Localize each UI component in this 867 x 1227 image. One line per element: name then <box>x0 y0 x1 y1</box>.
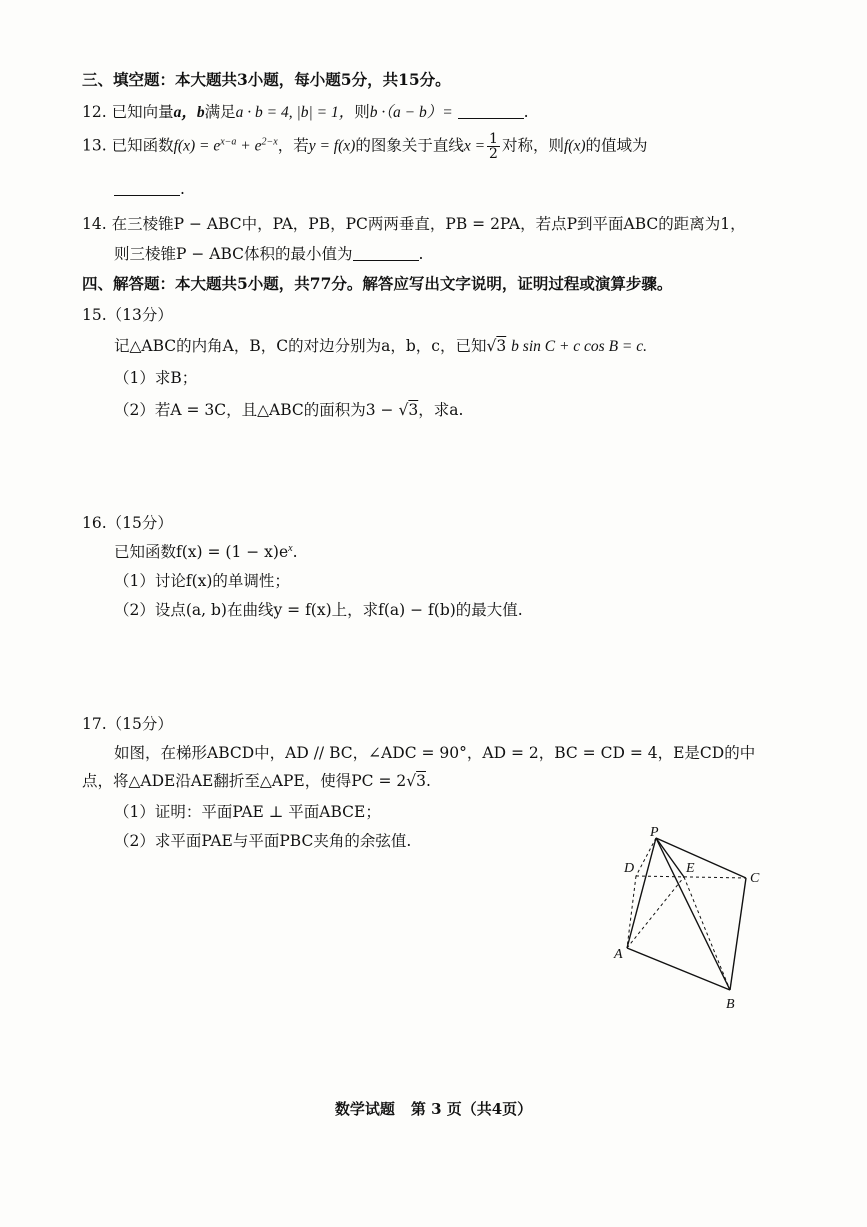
question-17-part-2: （2）求平面PAE与平面PBC夹角的余弦值. <box>114 832 412 850</box>
question-16-header: 16.（15分） <box>82 514 173 532</box>
condition-expression: a · b = 4, |b| = 1， <box>235 104 355 121</box>
question-16-stem <box>114 540 298 562</box>
punctuation: . <box>418 245 424 263</box>
question-16-part-2: （2）设点(a, b)在曲线y = f(x)上，求f(a) − f(b)的最大值. <box>114 601 523 619</box>
question-number: 13. <box>82 136 107 155</box>
footer-subject: 数学试题 <box>334 1100 395 1118</box>
question-text: 则三棱锥P − ABC体积的最小值为 <box>114 245 353 263</box>
function-name: f(x) <box>563 137 586 155</box>
fraction-one-half: $\frac{1}{2}$ <box>489 131 498 162</box>
question-text: 记△ABC的内角A，B，C的对边分别为a，b，c，已知 <box>114 337 487 355</box>
answer-blank[interactable] <box>353 260 419 261</box>
question-text: 已知函数f(x) = (1 − x)e <box>114 543 289 561</box>
answer-blank[interactable] <box>458 118 524 119</box>
function-expression: + e <box>236 137 262 155</box>
section-4-heading: 四、解答题：本大题共5小题，共77分。解答应写出文字说明，证明过程或演算步骤。 <box>82 274 673 293</box>
question-15-part-2: （2）若A = 3C，且△ABC的面积为3 − √3，求a. <box>114 401 464 419</box>
label-A: A <box>614 947 623 962</box>
question-text: 在三棱锥P − ABC中，PA，PB，PC两两垂直，PB = 2PA，若点P到平面ABC的距离为1， <box>111 215 746 233</box>
trapezoid-fold-figure <box>600 820 780 1020</box>
question-13-answer-line <box>114 180 185 198</box>
punctuation: . <box>292 543 298 561</box>
edge-DC-dashed <box>636 876 746 878</box>
label-E: E <box>686 861 695 876</box>
edge-PD-dashed <box>636 838 656 876</box>
question-text: 点，将△ADE沿AE翻折至△APE，使得PC = 2 <box>82 772 407 790</box>
question-text: 已知向量 <box>111 103 174 121</box>
sqrt-radicand: 3 <box>408 401 419 419</box>
question-17-line-2: 点，将△ADE沿AE翻折至△APE，使得PC = 2√3. <box>82 772 431 790</box>
question-text: 已知函数 <box>111 136 174 155</box>
question-text: （2）若A = 3C，且△ABC的面积为3 − <box>114 401 394 419</box>
question-text: ，若 <box>277 136 309 155</box>
answer-blank[interactable] <box>114 195 180 196</box>
question-15-header: 15.（13分） <box>82 306 173 324</box>
edge-DA-dashed <box>627 876 636 948</box>
function-expression: f(x) = e <box>173 137 221 155</box>
question-16-part-1: （1）讨论f(x)的单调性； <box>114 572 290 590</box>
vector-names: a，b <box>173 104 205 121</box>
exponent: 2−x <box>261 136 278 148</box>
question-text: 的图象关于直线 <box>355 136 464 155</box>
condition-expression: y = f(x) <box>308 137 356 155</box>
label-B: B <box>726 997 735 1012</box>
question-text: ，求a. <box>418 401 464 419</box>
question-14-line-1 <box>82 212 746 234</box>
question-17-header: 17.（15分） <box>82 715 173 733</box>
target-expression: b ·（a − b）= <box>369 104 453 121</box>
label-C: C <box>750 871 760 886</box>
edge-EB-dashed <box>684 877 730 990</box>
sqrt-radicand: 3 <box>416 772 426 790</box>
question-14-line-2 <box>114 242 423 264</box>
exponent: x <box>288 542 293 554</box>
line-equation: x = <box>463 137 486 155</box>
condition-expression: b sin C + c cos B = c. <box>511 338 648 355</box>
punctuation: . <box>425 772 431 790</box>
question-17-line-1: 如图，在梯形ABCD中，AD // BC，∠ADC = 90°，AD = 2，BC = CD = 4，E是CD的中 <box>114 744 756 762</box>
question-12 <box>82 100 529 122</box>
edge-AP <box>627 838 656 948</box>
question-number: 14. <box>82 215 107 233</box>
question-text: 对称，则 <box>501 136 564 155</box>
punctuation: . <box>523 103 529 121</box>
question-text: 的值域为 <box>585 136 648 155</box>
footer-page-number: 第 3 页（共4页） <box>410 1100 533 1118</box>
sqrt-radicand: 3 <box>496 337 507 355</box>
exponent: x−a <box>220 136 237 148</box>
question-text: 则 <box>354 103 370 121</box>
page-footer <box>0 1098 867 1119</box>
label-D: D <box>624 861 635 876</box>
punctuation: . <box>180 180 185 198</box>
question-17-part-1: （1）证明：平面PAE ⊥ 平面ABCE； <box>114 803 381 821</box>
question-15-stem: 记△ABC的内角A，B，C的对边分别为a，b，c，已知√3 b sin C + c cos B = c. <box>114 337 648 355</box>
edge-CB <box>730 878 746 990</box>
question-15-part-1: （1）求B； <box>114 369 198 387</box>
question-number: 12. <box>82 103 107 121</box>
section-3-heading: 三、填空题：本大题共3小题，每小题5分，共15分。 <box>82 70 451 89</box>
edge-BA <box>627 948 730 990</box>
edge-AE-dashed <box>627 877 684 948</box>
question-13 <box>82 132 648 161</box>
question-text: 满足 <box>204 103 236 121</box>
label-P: P <box>650 825 659 840</box>
